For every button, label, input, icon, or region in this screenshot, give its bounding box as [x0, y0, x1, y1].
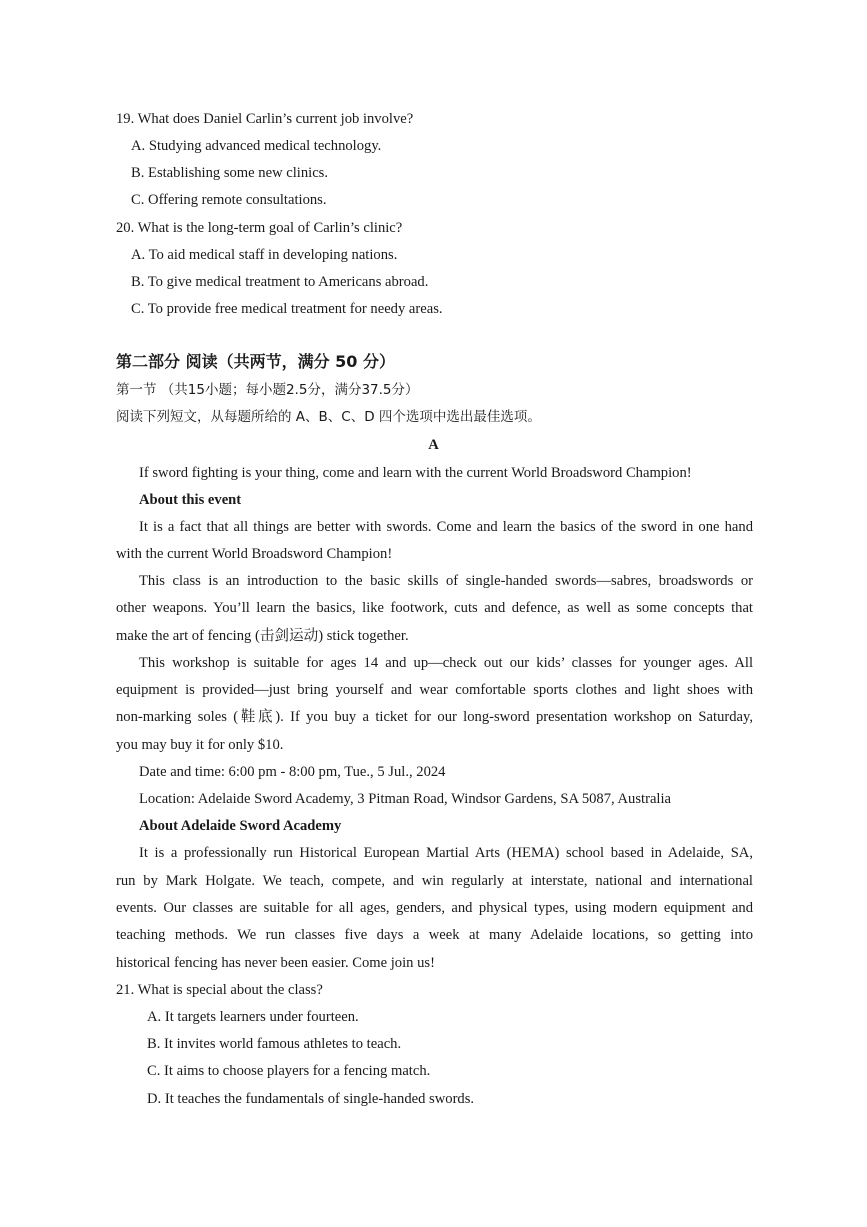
paragraph-2-line-3: make the art of fencing (击剑运动) stick together.: [116, 628, 409, 644]
q20-option-b: B. To give medical treatment to Americans abroad.: [131, 274, 429, 290]
q20-option-c: C. To provide free medical treatment for needy areas.: [131, 301, 443, 317]
q21-option-d: D. It teaches the fundamentals of single-handed swords.: [147, 1091, 475, 1107]
paragraph-4-line-3: events. Our classes are suitable for all ages, genders, and physical types, using modern equipment and: [116, 900, 753, 916]
section-instruction: 阅读下列短文，从每题所给的 A、B、C、D 四个选项中选出最佳选项。: [116, 409, 541, 425]
q21-option-b: B. It invites world famous athletes to teach.: [147, 1036, 402, 1052]
q19-option-c: C. Offering remote consultations.: [131, 192, 327, 208]
paragraph-4-line-5: historical fencing has never been easier. Come join us!: [116, 955, 435, 971]
paragraph-3-line-2: equipment is provided—just bring yourself and wear comfortable sports clothes and light shoes with: [116, 682, 753, 698]
paragraph-1-line-2: with the current World Broadsword Champion!: [116, 546, 393, 562]
paragraph-4-line-4: teaching methods. We run classes five days a week at many Adelaide locations, so getting into: [116, 927, 753, 943]
paragraph-3-line-1: This workshop is suitable for ages 14 and up—check out our kids’ classes for younger ages. All: [139, 655, 753, 671]
part2-title: 第二部分 阅读（共两节，满分 50 分）: [116, 352, 395, 371]
q21-option-a: A. It targets learners under fourteen.: [147, 1009, 359, 1025]
q19-option-b: B. Establishing some new clinics.: [131, 165, 328, 181]
passage-letter: A: [428, 437, 439, 453]
about-academy-heading: About Adelaide Sword Academy: [139, 818, 342, 834]
paragraph-4-line-2: run by Mark Holgate. We teach, compete, and win regularly at interstate, national and international: [116, 873, 753, 889]
paragraph-1-line-1: It is a fact that all things are better with swords. Come and learn the basics of the sword in one hand: [139, 519, 753, 535]
section1-title: 第一节 （共15小题；每小题2.5分，满分37.5分）: [116, 382, 419, 398]
q20-option-a: A. To aid medical staff in developing nations.: [131, 247, 398, 263]
question-19: 19. What does Daniel Carlin’s current job involve?: [116, 111, 414, 127]
q21-option-c: C. It aims to choose players for a fencing match.: [147, 1063, 431, 1079]
paragraph-3-line-3: non-marking soles (鞋底). If you buy a ticket for our long-sword presentation workshop on Saturday,: [116, 709, 753, 725]
paragraph-2-line-2: other weapons. You’ll learn the basics, like footwork, cuts and defence, as well as some concepts that: [116, 600, 753, 616]
event-location: Location: Adelaide Sword Academy, 3 Pitman Road, Windsor Gardens, SA 5087, Australia: [139, 791, 672, 807]
question-20: 20. What is the long-term goal of Carlin’s clinic?: [116, 220, 403, 236]
paragraph-4-line-1: It is a professionally run Historical European Martial Arts (HEMA) school based in Adelaide, SA,: [139, 845, 753, 861]
paragraph-3-line-4: you may buy it for only $10.: [116, 737, 284, 753]
event-date-time: Date and time: 6:00 pm - 8:00 pm, Tue., 5 Jul., 2024: [139, 764, 446, 780]
passage-intro: If sword fighting is your thing, come and learn with the current World Broadsword Champion!: [139, 465, 692, 481]
question-21: 21. What is special about the class?: [116, 982, 323, 998]
paragraph-2-line-1: This class is an introduction to the basic skills of single-handed swords—sabres, broadswords or: [139, 573, 753, 589]
about-event-heading: About this event: [139, 492, 242, 508]
q19-option-a: A. Studying advanced medical technology.: [131, 138, 382, 154]
